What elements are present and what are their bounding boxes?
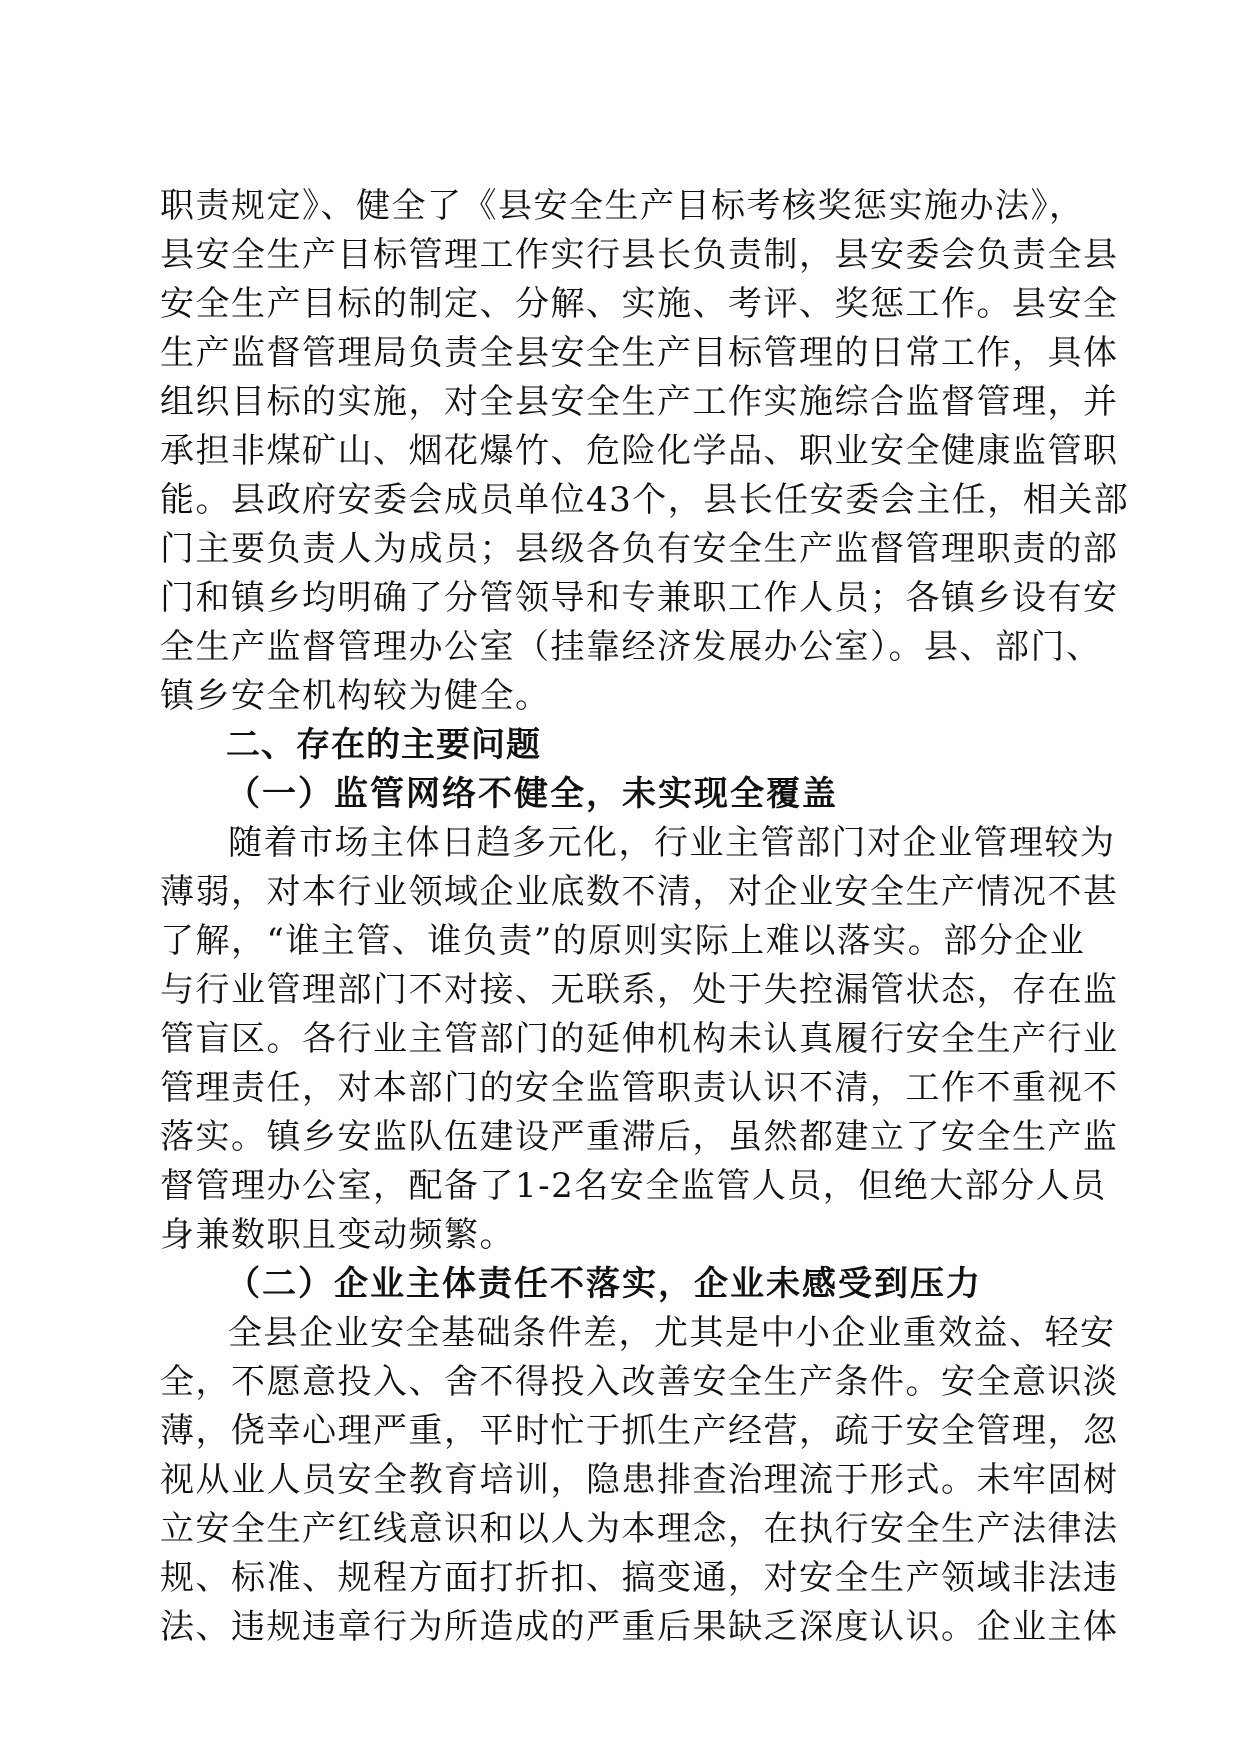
text-line: 管盲区。各行业主管部门的延伸机构未认真履行安全生产行业 <box>160 1019 1119 1059</box>
section-heading: 二、存在的主要问题 <box>226 725 541 765</box>
text-line: 组织目标的实施，对全县安全生产工作实施综合监督管理，并 <box>160 382 1119 422</box>
text-line: 承担非煤矿山、烟花爆竹、危险化学品、职业安全健康监管职 <box>160 431 1119 471</box>
text-line: 法、违规违章行为所造成的严重后果缺乏深度认识。企业主体 <box>160 1607 1119 1647</box>
subsection-heading-2: （二）企业主体责任不落实，企业未感受到压力 <box>226 1264 982 1304</box>
text-line: 全，不愿意投入、舍不得投入改善安全生产条件。安全意识淡 <box>160 1362 1119 1402</box>
text-line: 镇乡安全机构较为健全。 <box>160 676 551 716</box>
text-line: 全县企业安全基础条件差，尤其是中小企业重效益、轻安 <box>228 1313 1116 1353</box>
subsection-heading-1: （一）监管网络不健全，未实现全覆盖 <box>226 774 838 814</box>
text-line: 门主要负责人为成员；县级各负有安全生产监督管理职责的部 <box>160 529 1119 569</box>
text-line: 安全生产目标的制定、分解、实施、考评、奖惩工作。县安全 <box>160 284 1119 324</box>
text-line: 身兼数职且变动频繁。 <box>160 1215 515 1255</box>
text-line: 薄弱，对本行业领域企业底数不清，对企业安全生产情况不甚 <box>160 872 1119 912</box>
text-line: 能。县政府安委会成员单位43个，县长任安委会主任，相关部 <box>160 480 1130 520</box>
text-line: 落实。镇乡安监队伍建设严重滞后，虽然都建立了安全生产监 <box>160 1117 1119 1157</box>
text-line: 县安全生产目标管理工作实行县长负责制，县安委会负责全县 <box>160 235 1119 275</box>
text-line: 全生产监督管理办公室（挂靠经济发展办公室）。县、部门、 <box>160 627 1102 667</box>
text-line: 视从业人员安全教育培训，隐患排查治理流于形式。未牢固树 <box>160 1460 1119 1500</box>
text-line: 督管理办公室，配备了1-2名安全监管人员，但绝大部分人员 <box>160 1166 1107 1206</box>
text-line: 随着市场主体日趋多元化，行业主管部门对企业管理较为 <box>228 823 1116 863</box>
text-line: 职责规定》、健全了《县安全生产目标考核奖惩实施办法》， <box>160 186 1085 226</box>
text-line: 门和镇乡均明确了分管领导和专兼职工作人员；各镇乡设有安 <box>160 578 1119 618</box>
text-line: 规、标准、规程方面打折扣、搞变通，对安全生产领域非法违 <box>160 1558 1119 1598</box>
text-line: 与行业管理部门不对接、无联系，处于失控漏管状态，存在监 <box>160 970 1119 1010</box>
text-line: 了解，“谁主管、谁负责”的原则实际上难以落实。部分企业 <box>160 921 1086 961</box>
text-line: 薄，侥幸心理严重，平时忙于抓生产经营，疏于安全管理，忽 <box>160 1411 1119 1451</box>
text-line: 立安全生产红线意识和以人为本理念，在执行安全生产法律法 <box>160 1509 1119 1549</box>
text-line: 生产监督管理局负责全县安全生产目标管理的日常工作，具体 <box>160 333 1119 373</box>
text-line: 管理责任，对本部门的安全监管职责认识不清，工作不重视不 <box>160 1068 1119 1108</box>
